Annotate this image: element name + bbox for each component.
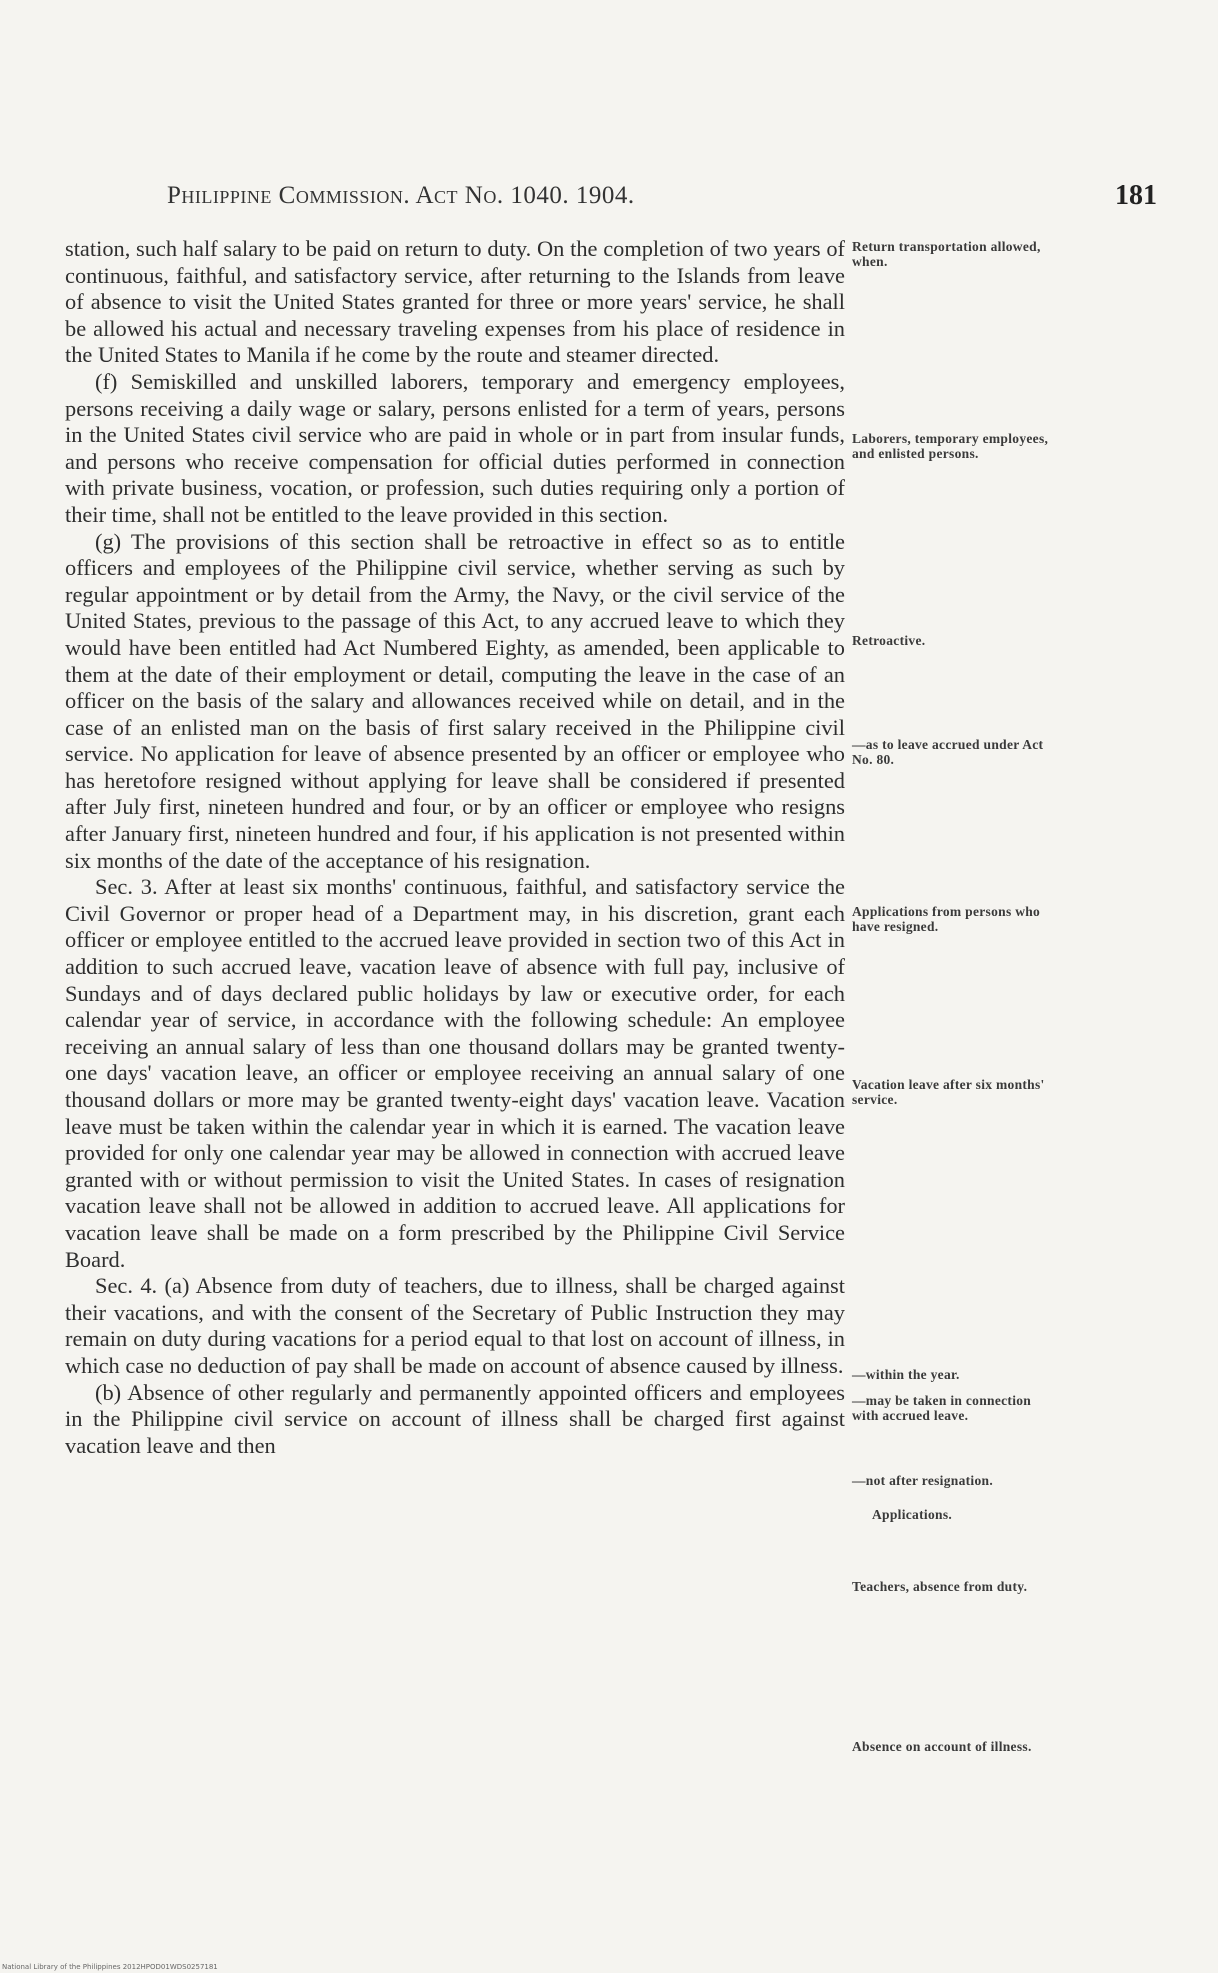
margin-note-applications: Applications. (872, 1507, 953, 1522)
margin-note-teachers: Teachers, absence from duty. (852, 1579, 1028, 1594)
section-4b: (b) Absence of other regularly and permanently appointed officers and employees in the Philippine civil service on account of illness shall be charged first against vacation leave and then (65, 1379, 845, 1458)
page-number: 181 (1115, 180, 1157, 211)
scan-footer: National Library of the Philippines 2012HPOD01WDS0257181 (2, 1963, 218, 1971)
margin-note-accrued-connection: —may be taken in connection with accrued leave. (852, 1393, 1032, 1423)
paragraph-continuation: station, such half salary to be paid on return to duty. On the completion of two years of continuous, faithful, and satisfactory service, after returning to the Islands from leave of absence to visit the United States granted for three or more years' service, he shall be allowed his actual and necessary traveling expenses from his place of residence in the United States to Manila if he come by the route and steamer directed. (65, 236, 845, 368)
margin-note-retroactive: Retroactive. (852, 633, 926, 648)
running-head: Philippine Commission. Act No. 1040. 1904. (167, 182, 635, 209)
margin-note-not-after-resignation: —not after resignation. (852, 1473, 994, 1488)
paragraph-g: (g) The provisions of this section shall be retroactive in effect so as to entitle officers and employees of the Philippine civil service, whether serving as such by regular appointment or by detail from the Army, the Navy, or the civil service of the United States, previous to the passage of this Act, to any accrued leave to which they would have been entitled had Act Numbered Eighty, as amended, been applicable to them at the date of their employment or detail, computing the leave in the case of an officer on the basis of the salary and allowances received while on detail, and in the case of an enlisted man on the basis of first salary received in the Philippine civil service. No application for leave of absence presented by an officer or employee who has heretofore resigned without applying for leave shall be considered if presented after July first, nineteen hundred and four, or by an officer or employee who resigns after January first, nineteen hundred and four, if his application is not presented within six months of the date of the acceptance of his resignation. (65, 528, 845, 873)
margin-note-return-transportation: Return transportation allowed, when. (852, 239, 1041, 269)
margin-note-applications-resigned: Applications from persons who have resigned. (852, 904, 1041, 934)
body-text (65, 236, 845, 1459)
margin-note-illness: Absence on account of illness. (852, 1739, 1032, 1754)
paragraph-f: (f) Semiskilled and unskilled laborers, temporary and emergency employees, persons receiving a daily wage or salary, persons enlisted for a term of years, persons in the United States civil service who are paid in whole or in part from insular funds, and persons who receive compensation for official duties performed in connection with private business, vocation, or profession, such duties requiring only a portion of their time, shall not be entitled to the leave provided in this section. (65, 368, 845, 527)
page-header (167, 182, 1157, 210)
margin-note-within-year: —within the year. (852, 1367, 960, 1382)
section-3: Sec. 3. After at least six months' continuous, faithful, and satisfactory service the Civil Governor or proper head of a Department may, in his discretion, grant each officer or employee entitled to the accrued leave provided in section two of this Act in addition to such accrued leave, vacation leave of absence with full pay, inclusive of Sundays and of days declared public holidays by law or executive order, for each calendar year of service, in accordance with the following schedule: An employee receiving an annual salary of less than one thousand dollars may be granted twenty-one days' vacation leave, an officer or employee receiving an annual salary of one thousand dollars or more may be granted twenty-eight days' vacation leave. Vacation leave must be taken within the calendar year in which it is earned. The vacation leave provided for only one calendar year may be allowed in connection with accrued leave granted with or without permission to visit the United States. In cases of resignation vacation leave shall not be allowed in addition to accrued leave. All applications for vacation leave shall be made on a form prescribed by the Philippine Civil Service Board. (65, 874, 845, 1272)
margin-note-vacation-leave: Vacation leave after six months' service. (852, 1077, 1045, 1107)
margin-note-laborers: Laborers, temporary employees, and enlisted persons. (852, 431, 1049, 461)
margin-note-accrued-leave: —as to leave accrued under Act No. 80. (852, 737, 1044, 767)
section-4a: Sec. 4. (a) Absence from duty of teachers, due to illness, shall be charged against their vacations, and with the consent of the Secretary of Public Instruction they may remain on duty during vacations for a period equal to that lost on account of illness, in which case no deduction of pay shall be made on account of absence caused by illness. (65, 1273, 845, 1378)
